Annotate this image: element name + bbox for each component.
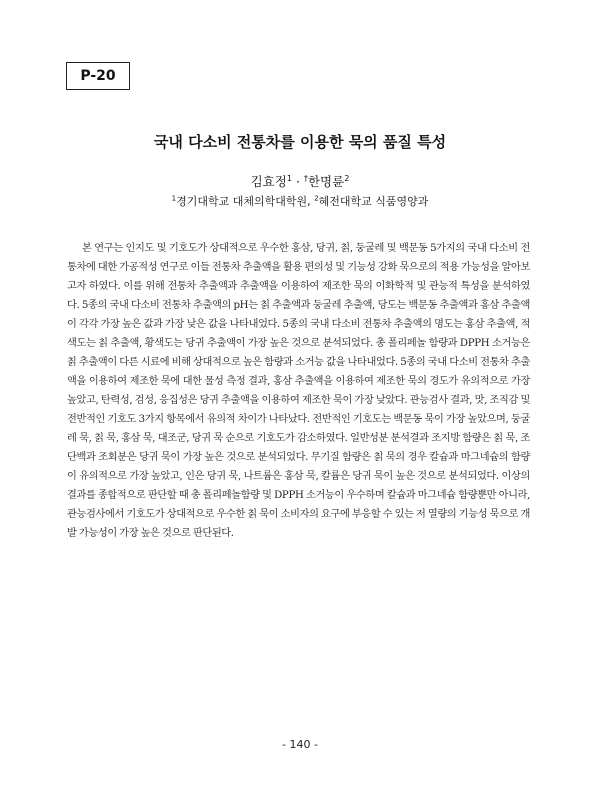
author-1-affil-sup: 1 [286,172,292,183]
affiliation-1-sup: 1 [171,193,177,203]
corresponding-mark: † [303,172,308,183]
affiliation-2: 혜전대학교 식품영양과 [318,195,429,208]
poster-id-badge: P-20 [66,62,130,90]
paper-title: 국내 다소비 전통차를 이용한 묵의 품질 특성 [153,133,447,151]
author-2-affil-sup: 2 [344,172,350,183]
affiliation-2-sup: 2 [314,193,319,203]
author-2: 한명륜 [307,174,345,189]
affiliation-line [0,193,600,209]
author-1: 김효정 [250,174,287,189]
affiliation-1: 경기대학교 대체의학대학원, [176,195,311,208]
author-line [0,172,600,190]
author-separator: · [292,174,304,189]
abstract-body: 본 연구는 인지도 및 기호도가 상대적으로 우수한 홍삼, 당귀, 칡, 둥굴레 및 백문동 5가지의 국내 다소비 전통차에 대한 가공적성 연구로 이들 전통차 추출액을 활용 편의성 및 기능성 강화 묵으로의 적용 가능성을 알아보고자 하였다. 이를 위해 전통차 추출액과 추출액을 이용하여 제조한 묵의 이화학적 및 관능적 특성을 분석하였다. 5종의 국내 다소비 전통차 추출액의 pH는 칡 추출액과 둥굴레 추출액, 당도는 백문동 추출액과 홍삼 추출액이 각각 가장 높은 값과 가장 낮은 값을 나타내었다. 5종의 국내 다소비 전통차 추출액의 명도는 홍삼 추출액, 적색도는 칡 추출액, 황색도는 당귀 추출액이 가장 높은 것으로 분석되었다. 총 폴리페놀 함량과 DPPH 소거능은 칡 추출액이 다른 시료에 비해 상대적으로 높은 함량과 소거능 값을 나타내었다. 5종의 국내 다소비 전통차 추출액을 이용하여 제조한 묵에 대한 물성 측정 결과, 홍삼 추출액을 이용하여 제조한 묵의 경도가 유의적으로 가장 높았고, 탄력성, 검성, 응집성은 당귀 추출액을 이용하여 제조한 묵이 가장 낮았다. 관능검사 결과, 맛, 조직감 및 전반적인 기호도 3가지 항목에서 유의적 차이가 나타났다. 전반적인 기호도는 백문동 묵이 가장 높았으며, 둥굴레 묵, 칡 묵, 홍삼 묵, 대조군, 당귀 묵 순으로 기호도가 감소하였다. 일반성분 분석결과 조지방 함량은 칡 묵, 조단백과 조회분은 당귀 묵이 가장 높은 것으로 분석되었다. 무기질 함량은 칡 묵의 경우 칼슘과 마그네슘의 함량이 유의적으로 가장 높았고, 인은 당귀 묵, 나트륨은 홍삼 묵, 칼륨은 당귀 묵이 높은 것으로 분석되었다. 이상의 결과를 종합적으로 판단할 때 총 폴리페놀함량 및 DPPH 소거능이 우수하며 칼슘과 마그네슘 함량뿐만 아니라, 관능검사에서 기호도가 상대적으로 우수한 칡 묵이 소비자의 요구에 부응할 수 있는 저 열량의 기능성 묵으로 개발 가능성이 가장 높은 것으로 판단된다. [67,243,530,539]
page-number: - 140 - [282,738,318,751]
